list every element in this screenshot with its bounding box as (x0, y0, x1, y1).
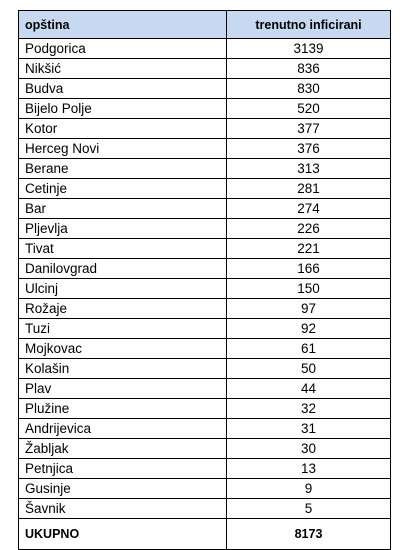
infected-count-cell: 377 (227, 119, 391, 139)
table-row (19, 239, 391, 259)
municipality-cell: Tivat (19, 239, 227, 259)
municipality-cell: Žabljak (19, 439, 227, 459)
municipality-cell: Danilovgrad (19, 259, 227, 279)
infected-count-cell: 31 (227, 419, 391, 439)
table-row (19, 379, 391, 399)
table-row (19, 499, 391, 519)
infected-count-cell: 50 (227, 359, 391, 379)
municipality-cell: Bar (19, 199, 227, 219)
table-row (19, 139, 391, 159)
table-row (19, 459, 391, 479)
table-row (19, 319, 391, 339)
municipality-cell: Ulcinj (19, 279, 227, 299)
table-row (19, 99, 391, 119)
municipality-cell: Plav (19, 379, 227, 399)
municipality-cell: Rožaje (19, 299, 227, 319)
infected-count-cell: 3139 (227, 39, 391, 59)
municipality-cell: Cetinje (19, 179, 227, 199)
table-row (19, 339, 391, 359)
infected-count-cell: 5 (227, 499, 391, 519)
municipality-cell: Plužine (19, 399, 227, 419)
table-row (19, 179, 391, 199)
infected-count-cell: 32 (227, 399, 391, 419)
table-row (19, 159, 391, 179)
infected-count-cell: 376 (227, 139, 391, 159)
table-row (19, 299, 391, 319)
total-value: 8173 (227, 519, 391, 550)
municipality-cell: Herceg Novi (19, 139, 227, 159)
municipality-cell: Mojkovac (19, 339, 227, 359)
municipality-cell: Podgorica (19, 39, 227, 59)
infected-count-cell: 226 (227, 219, 391, 239)
infected-count-cell: 274 (227, 199, 391, 219)
infected-count-cell: 520 (227, 99, 391, 119)
municipality-cell: Kolašin (19, 359, 227, 379)
total-label: UKUPNO (19, 519, 227, 550)
municipality-cell: Šavnik (19, 499, 227, 519)
infected-count-cell: 9 (227, 479, 391, 499)
infected-count-cell: 44 (227, 379, 391, 399)
municipality-cell: Andrijevica (19, 419, 227, 439)
municipality-cell: Budva (19, 79, 227, 99)
table-row (19, 419, 391, 439)
municipality-cell: Pljevlja (19, 219, 227, 239)
table-row (19, 79, 391, 99)
infections-table (18, 10, 391, 550)
table-row (19, 59, 391, 79)
infected-count-cell: 61 (227, 339, 391, 359)
infected-count-cell: 836 (227, 59, 391, 79)
infected-count-cell: 13 (227, 459, 391, 479)
municipality-cell: Nikšić (19, 59, 227, 79)
table-row (19, 219, 391, 239)
table-row (19, 479, 391, 499)
total-row (19, 519, 391, 550)
header-row (19, 11, 391, 39)
municipality-cell: Bijelo Polje (19, 99, 227, 119)
municipality-cell: Gusinje (19, 479, 227, 499)
infected-count-cell: 313 (227, 159, 391, 179)
infected-count-cell: 92 (227, 319, 391, 339)
infected-count-cell: 221 (227, 239, 391, 259)
municipality-cell: Tuzi (19, 319, 227, 339)
table-row (19, 359, 391, 379)
table-body (19, 39, 391, 519)
table-row (19, 279, 391, 299)
infected-count-cell: 30 (227, 439, 391, 459)
table-row (19, 119, 391, 139)
column-header-municipality: opština (19, 11, 227, 39)
municipality-cell: Kotor (19, 119, 227, 139)
infected-count-cell: 281 (227, 179, 391, 199)
table-row (19, 39, 391, 59)
table-row (19, 199, 391, 219)
infected-count-cell: 830 (227, 79, 391, 99)
column-header-currently-infected: trenutno inficirani (227, 11, 391, 39)
infected-count-cell: 150 (227, 279, 391, 299)
municipality-cell: Berane (19, 159, 227, 179)
table-row (19, 439, 391, 459)
infected-count-cell: 97 (227, 299, 391, 319)
municipality-cell: Petnjica (19, 459, 227, 479)
table-row (19, 259, 391, 279)
infected-count-cell: 166 (227, 259, 391, 279)
table-row (19, 399, 391, 419)
